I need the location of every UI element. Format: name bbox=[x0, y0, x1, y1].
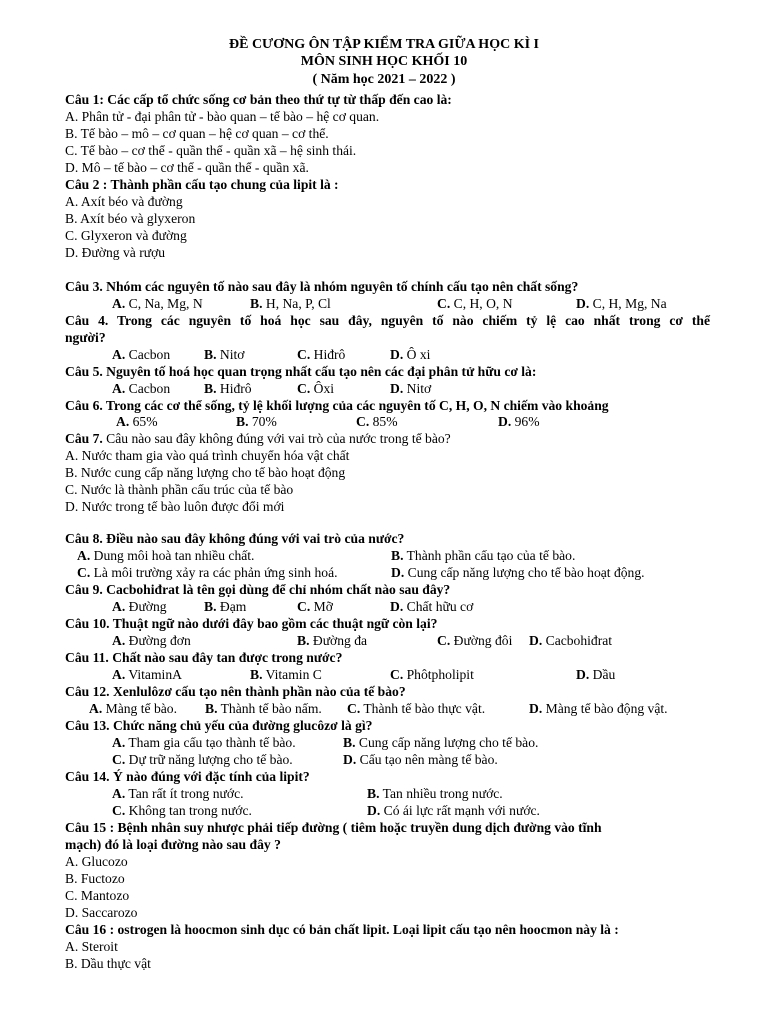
q5-option-a: A. Cacbon bbox=[112, 381, 171, 396]
question-13: Câu 13. Chức năng chủ yếu của đường glucôzơ là gì? bbox=[65, 718, 373, 733]
q10-option-d: D. Cacbohiđrat bbox=[529, 633, 613, 648]
q9-option-d: D. Chất hữu cơ bbox=[390, 599, 474, 614]
q14-option-b: B. Tan nhiều trong nước. bbox=[367, 786, 503, 801]
q13-option-a: A. Tham gia cấu tạo thành tế bào. bbox=[112, 735, 296, 750]
doc-school-year: ( Năm học 2021 – 2022 ) bbox=[312, 72, 456, 87]
q4-option-d: D. Ô xi bbox=[390, 347, 431, 362]
q13-option-b: B. Cung cấp năng lượng cho tế bào. bbox=[343, 735, 539, 750]
q1-option-c: C. Tế bào – cơ thể - quần thể - quần xã – hệ sinh thái. bbox=[65, 143, 357, 158]
q15-option-c: C. Mantozo bbox=[65, 888, 130, 903]
q13-option-d: D. Cấu tạo nên màng tế bào. bbox=[343, 752, 498, 767]
q3-option-d: D. C, H, Mg, Na bbox=[576, 296, 667, 311]
q13-option-c: C. Dự trữ năng lượng cho tế bào. bbox=[112, 752, 293, 767]
q7-option-b: B. Nước cung cấp năng lượng cho tế bào hoạt động bbox=[65, 465, 346, 480]
q12-option-d: D. Màng tế bào động vật. bbox=[529, 701, 668, 716]
q5-option-d: D. Nitơ bbox=[390, 381, 432, 396]
q12-option-a: A. Màng tế bào. bbox=[89, 701, 177, 716]
q9-option-b: B. Đạm bbox=[204, 599, 247, 614]
q16-option-a: A. Steroit bbox=[65, 939, 118, 954]
q8-option-c: C. Là môi trường xảy ra các phản ứng sinh hoá. bbox=[77, 565, 338, 580]
q5-option-b: B. Hiđrô bbox=[204, 381, 252, 396]
q5-option-c: C. Ôxi bbox=[297, 381, 335, 396]
question-4-line-2: người? bbox=[65, 330, 106, 345]
question-11: Câu 11. Chất nào sau đây tan được trong nước? bbox=[65, 650, 343, 665]
q15-option-b: B. Fuctozo bbox=[65, 871, 125, 886]
q12-option-b: B. Thành tế bào nấm. bbox=[205, 701, 322, 716]
question-2: Câu 2 : Thành phần cấu tạo chung của lipit là : bbox=[65, 177, 339, 192]
question-9: Câu 9. Cacbohiđrat là tên gọi dùng để chỉ nhóm chất nào sau đây? bbox=[65, 582, 451, 597]
question-6: Câu 6. Trong các cơ thể sống, tỷ lệ khối lượng của các nguyên tố C, H, O, N chiếm vào khoảng bbox=[65, 398, 609, 413]
q14-option-a: A. Tan rất ít trong nước. bbox=[112, 786, 244, 801]
q14-option-c: C. Không tan trong nước. bbox=[112, 803, 252, 818]
q10-option-b: B. Đường đa bbox=[297, 633, 368, 648]
q6-option-a: A. 65% bbox=[116, 414, 158, 429]
q6-option-b: B. 70% bbox=[236, 414, 277, 429]
question-15-line-2: mạch) đó là loại đường nào sau đây ? bbox=[65, 837, 281, 852]
question-4-line-1: Câu 4. Trong các nguyên tố hoá học sau đây, nguyên tố nào chiếm tỷ lệ cao nhất trong cơ thể bbox=[65, 313, 710, 328]
q2-option-b: B. Axít béo và glyxeron bbox=[65, 211, 196, 226]
q8-option-a: A. Dung môi hoà tan nhiều chất. bbox=[77, 548, 255, 563]
doc-title: ĐỀ CƯƠNG ÔN TẬP KIỂM TRA GIỮA HỌC KÌ I bbox=[229, 37, 539, 52]
q4-option-a: A. Cacbon bbox=[112, 347, 171, 362]
q11-option-a: A. VitaminA bbox=[112, 667, 182, 682]
q4-option-b: B. Nitơ bbox=[204, 347, 245, 362]
q1-option-b: B. Tế bào – mô – cơ quan – hệ cơ quan – cơ thể. bbox=[65, 126, 329, 141]
question-14: Câu 14. Ý nào đúng với đặc tính của lipit? bbox=[65, 769, 310, 784]
q1-option-a: A. Phân tử - đại phân tử - bào quan – tế bào – hệ cơ quan. bbox=[65, 109, 380, 124]
q7-option-d: D. Nước trong tế bào luôn được đổi mới bbox=[65, 499, 285, 514]
q16-option-b: B. Dầu thực vật bbox=[65, 956, 151, 971]
q11-option-b: B. Vitamin C bbox=[250, 667, 322, 682]
q12-option-c: C. Thành tế bào thực vật. bbox=[347, 701, 486, 716]
q2-option-c: C. Glyxeron và đường bbox=[65, 228, 187, 243]
question-5: Câu 5. Nguyên tố hoá học quan trọng nhất cấu tạo nên các đại phân tử hữu cơ là: bbox=[65, 364, 537, 379]
q11-option-c: C. Phôtpholipit bbox=[390, 667, 474, 682]
question-10: Câu 10. Thuật ngữ nào dưới đây bao gồm các thuật ngữ còn lại? bbox=[65, 616, 438, 631]
q11-option-d: D. Dầu bbox=[576, 667, 616, 682]
question-1: Câu 1: Các cấp tổ chức sống cơ bản theo thứ tự từ thấp đến cao là: bbox=[65, 92, 452, 107]
question-3: Câu 3. Nhóm các nguyên tố nào sau đây là nhóm nguyên tố chính cấu tạo nên chất sống? bbox=[65, 279, 579, 294]
q7-option-a: A. Nước tham gia vào quá trình chuyển hóa vật chất bbox=[65, 448, 350, 463]
q6-option-d: D. 96% bbox=[498, 414, 540, 429]
doc-subject: MÔN SINH HỌC KHỐI 10 bbox=[300, 54, 468, 69]
q3-option-b: B. H, Na, P, Cl bbox=[250, 296, 331, 311]
q9-option-c: C. Mỡ bbox=[297, 599, 333, 614]
q2-option-d: D. Đường và rượu bbox=[65, 245, 166, 260]
q2-option-a: A. Axít béo và đường bbox=[65, 194, 183, 209]
q15-option-a: A. Glucozo bbox=[65, 854, 128, 869]
q6-option-c: C. 85% bbox=[356, 414, 398, 429]
q7-option-c: C. Nước là thành phần cấu trúc của tế bào bbox=[65, 482, 294, 497]
q3-option-a: A. C, Na, Mg, N bbox=[112, 296, 203, 311]
q14-option-d: D. Có ái lực rất mạnh với nước. bbox=[367, 803, 540, 818]
q9-option-a: A. Đường bbox=[112, 599, 167, 614]
q3-option-c: C. C, H, O, N bbox=[437, 296, 513, 311]
q8-option-d: D. Cung cấp năng lượng cho tế bào hoạt động. bbox=[391, 565, 645, 580]
question-16: Câu 16 : ostrogen là hoocmon sinh dục có bản chất lipit. Loại lipit cấu tạo nên hoocmon này là : bbox=[65, 922, 619, 937]
question-7: Câu 7. Câu nào sau đây không đúng với vai trò của nước trong tế bào? bbox=[65, 431, 451, 446]
q4-option-c: C. Hiđrô bbox=[297, 347, 346, 362]
question-15-line-1: Câu 15 : Bệnh nhân suy nhược phải tiếp đường ( tiêm hoặc truyền dung dịch đường vào tĩnh bbox=[65, 820, 602, 835]
q1-option-d: D. Mô – tế bào – cơ thể - quần thể - quần xã. bbox=[65, 160, 309, 175]
q10-option-a: A. Đường đơn bbox=[112, 633, 191, 648]
question-12: Câu 12. Xenlulôzơ cấu tạo nên thành phần nào của tế bào? bbox=[65, 684, 406, 699]
q15-option-d: D. Saccarozo bbox=[65, 905, 138, 920]
question-8: Câu 8. Điều nào sau đây không đúng với vai trò của nước? bbox=[65, 531, 405, 546]
q8-option-b: B. Thành phần cấu tạo của tế bào. bbox=[391, 548, 576, 563]
q10-option-c: C. Đường đôi bbox=[437, 633, 513, 648]
